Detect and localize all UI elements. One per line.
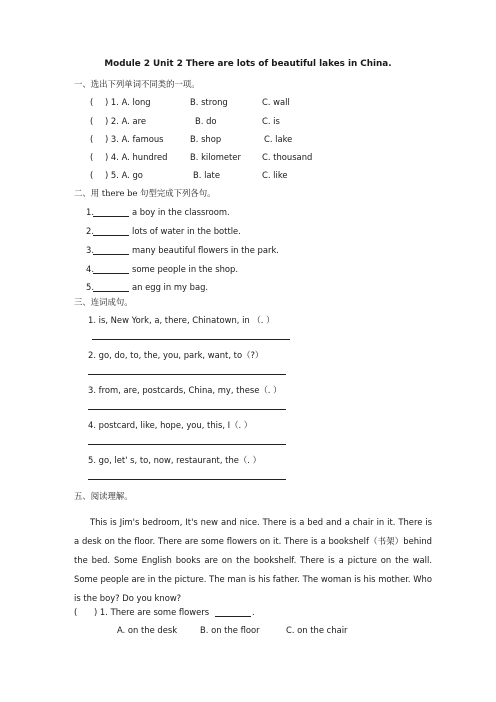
answer-blank[interactable]	[93, 235, 129, 236]
question-text: ) 1. There are some flowers	[94, 607, 210, 617]
choice-option-c: C. like	[262, 170, 288, 180]
reading-passage	[74, 513, 432, 608]
choice-option-b: B. late	[193, 170, 220, 180]
section1-heading: 一、选出下列单词不同类的一项。	[74, 79, 200, 89]
choice-option-a: ) 3. A. famous	[105, 134, 164, 144]
choice-option-c: C. lake	[264, 134, 293, 144]
question-end: .	[252, 607, 255, 617]
answer-line[interactable]	[88, 444, 286, 445]
section3-heading: 三、连词成句。	[74, 297, 133, 307]
choice-option-c: C. thousand	[262, 152, 313, 162]
scrambled-sentence: 3. from, are, postcards, China, my, these（. ）	[88, 385, 282, 395]
answer-line[interactable]	[88, 479, 286, 480]
choice-option-a: ) 2. A. are	[105, 116, 147, 126]
fill-item-text: some people in the shop.	[132, 264, 238, 274]
section2-heading: 二、用 there be 句型完成下列各句。	[74, 188, 216, 198]
section5-heading: 五、阅读理解。	[74, 491, 133, 501]
choice-paren: (	[90, 116, 94, 126]
choice-option-a: ) 1. A. long	[105, 97, 151, 107]
answer-blank[interactable]	[93, 273, 129, 274]
fill-item-text: a boy in the classroom.	[132, 207, 230, 217]
fill-item-number: 1.	[86, 207, 94, 217]
fill-item-number: 4.	[86, 264, 94, 274]
answer-line[interactable]	[92, 339, 290, 340]
scrambled-sentence: 2. go, do, to, the, you, park, want, to（?）	[88, 350, 264, 360]
answer-blank[interactable]	[93, 254, 129, 255]
choice-option-b: B. strong	[190, 97, 228, 107]
answer-line[interactable]	[88, 374, 286, 375]
choice-option-b: B. do	[195, 116, 217, 126]
question-paren: (	[74, 607, 78, 617]
fill-item-text: an egg in my bag.	[132, 282, 209, 292]
fill-item-text: lots of water in the bottle.	[132, 226, 241, 236]
fill-item-number: 2.	[86, 226, 94, 236]
option-c: C. on the chair	[286, 625, 348, 635]
answer-blank[interactable]	[93, 216, 129, 217]
choice-option-c: C. wall	[262, 97, 290, 107]
scrambled-sentence: 4. postcard, like, hope, you, this, I（. ）	[88, 420, 253, 430]
page-title: Module 2 Unit 2 There are lots of beautiful lakes in China.	[104, 59, 392, 69]
scrambled-sentence: 1. is, New York, a, there, Chinatown, in （. ）	[88, 315, 275, 325]
answer-line[interactable]	[88, 409, 286, 410]
fill-item-number: 5.	[86, 282, 94, 292]
choice-option-b: B. shop	[190, 134, 222, 144]
choice-option-a: ) 5. A. go	[105, 170, 143, 180]
answer-blank[interactable]	[215, 616, 251, 617]
choice-option-a: ) 4. A. hundred	[105, 152, 168, 162]
fill-item-text: many beautiful flowers in the park.	[132, 245, 279, 255]
choice-paren: (	[90, 134, 94, 144]
choice-paren: (	[90, 170, 94, 180]
choice-paren: (	[90, 152, 94, 162]
fill-item-number: 3.	[86, 245, 94, 255]
choice-option-b: B. kilometer	[190, 152, 241, 162]
reading-passage-text: This is Jim's bedroom, It's new and nice. There is a bed and a chair in it. There is a desk on the floor. There are some flowers on it. There is a bookshelf（书架）behind the bed. Some English books are on the bookshelf. There is a picture on the wall. Some people are in the picture. The man is his father. The woman is his mother. Who is the boy? Do you know?	[74, 517, 432, 603]
choice-option-c: C. is	[262, 116, 280, 126]
scrambled-sentence: 5. go, let' s, to, now, restaurant, the（. ）	[88, 455, 261, 465]
choice-paren: (	[90, 97, 94, 107]
answer-blank[interactable]	[93, 291, 129, 292]
option-b: B. on the floor	[200, 625, 260, 635]
option-a: A. on the desk	[117, 625, 178, 635]
